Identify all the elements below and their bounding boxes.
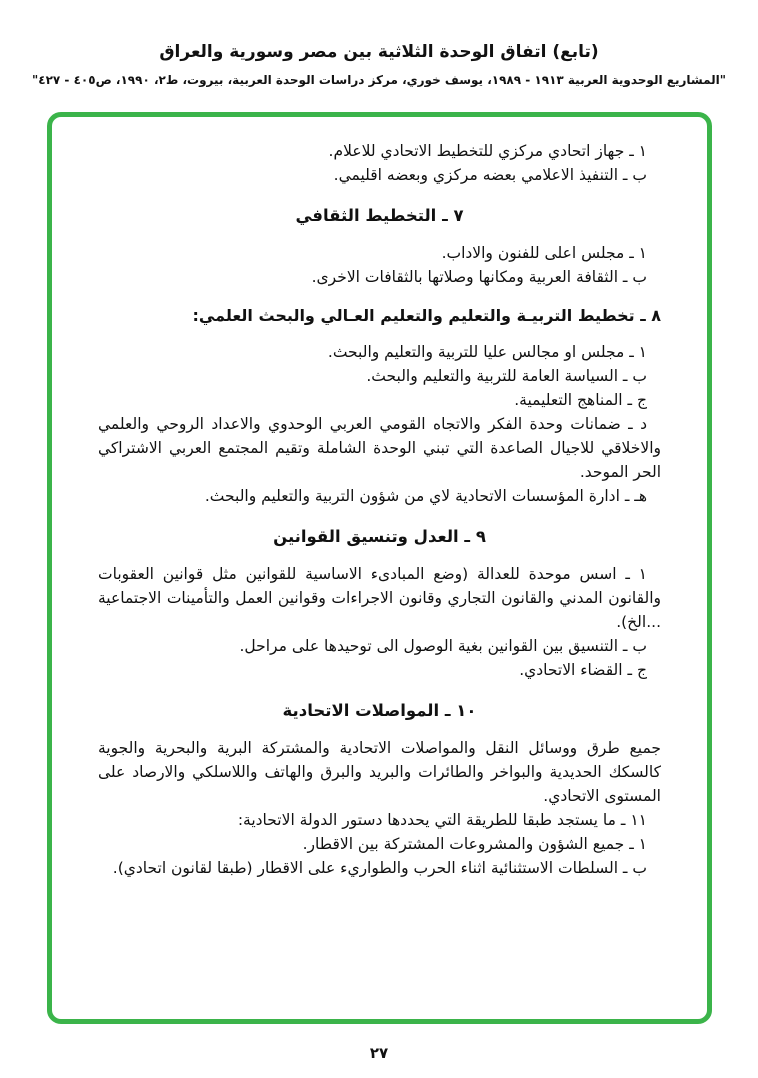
- page-number: ٢٧: [369, 1044, 389, 1062]
- list-item: ج ـ القضاء الاتحادي.: [519, 661, 647, 679]
- list-item: هـ ـ ادارة المؤسسات الاتحادية لاي من شؤون التربية والتعليم والبحث.: [204, 487, 647, 505]
- section-heading: ٩ ـ العدل وتنسيق القوانين: [273, 527, 486, 546]
- list-item: ١ ـ جهاز اتحادي مركزي للتخطيط الاتحادي للاعلام.: [328, 142, 647, 160]
- list-item: ١ ـ جميع الشؤون والمشروعات المشتركة بين الاقطار.: [302, 835, 647, 853]
- list-item: ب ـ السياسة العامة للتربية والتعليم والبحث.: [366, 367, 647, 385]
- list-item: ب ـ السلطات الاستثنائية اثناء الحرب والطواريء على الاقطار (طبقا لقانون اتحادي).: [112, 859, 647, 877]
- paragraph: جميع طرق ووسائل النقل والمواصلات الاتحادية والمشتركة البرية والبحرية والجوية كالسكك الحديدية والبواخر والطائرات والبريد والبرق والهاتف واللاسلكي والارصاد على المستوى الاتحادي.: [98, 739, 661, 805]
- list-item: ١ ـ مجلس او مجالس عليا للتربية والتعليم والبحث.: [327, 343, 647, 361]
- list-item: ب ـ الثقافة العربية ومكانها وصلاتها بالثقافات الاخرى.: [311, 268, 647, 286]
- list-item: د ـ ضمانات وحدة الفكر والاتجاه القومي العربي الوحدوي والاعداد الروحي والعلمي والاخلاقي للاجيال الصاعدة التي تبني الوحدة الشاملة وتقيم المجتمع العربي الاشتراكي الحر الموحد.: [98, 415, 661, 481]
- list-item: ١١ ـ ما يستجد طبقا للطريقة التي يحددها دستور الدولة الاتحادية:: [237, 811, 647, 829]
- content-frame: [47, 112, 712, 1024]
- list-item: ج ـ المناهج التعليمية.: [514, 391, 647, 409]
- section-heading: ٨ ـ تخطيط التربيـة والتعليم والتعليم العـالي والبحث العلمي:: [192, 306, 661, 325]
- document-title: (تابع) اتفاق الوحدة الثلاثية بين مصر وسورية والعراق: [159, 42, 599, 62]
- document-citation: "المشاريع الوحدوية العربية ١٩١٣ - ١٩٨٩، يوسف خوري، مركز دراسات الوحدة العربية، بيروت، ط٢، ١٩٩٠، ص٤٠٥ - ٤٢٧": [32, 73, 726, 87]
- section-heading: ١٠ ـ المواصلات الاتحادية: [282, 701, 477, 720]
- list-item: ١ ـ اسس موحدة للعدالة (وضع المبادىء الاساسية للقوانين مثل قوانين العقوبات والقانون المدني والقانون التجاري وقانون الاجراءات وقوانين العمل والتأمينات الاجتماعية ...الخ).: [98, 565, 661, 631]
- list-item: ب ـ التنفيذ الاعلامي بعضه مركزي وبعضه اقليمي.: [333, 166, 647, 184]
- page-header: [0, 0, 758, 87]
- page-footer: [0, 1043, 758, 1062]
- list-item: ١ ـ مجلس اعلى للفنون والاداب.: [441, 244, 647, 262]
- list-item: ب ـ التنسيق بين القوانين بغية الوصول الى توحيدها على مراحل.: [239, 637, 647, 655]
- section-heading: ٧ ـ التخطيط الثقافي: [295, 206, 464, 225]
